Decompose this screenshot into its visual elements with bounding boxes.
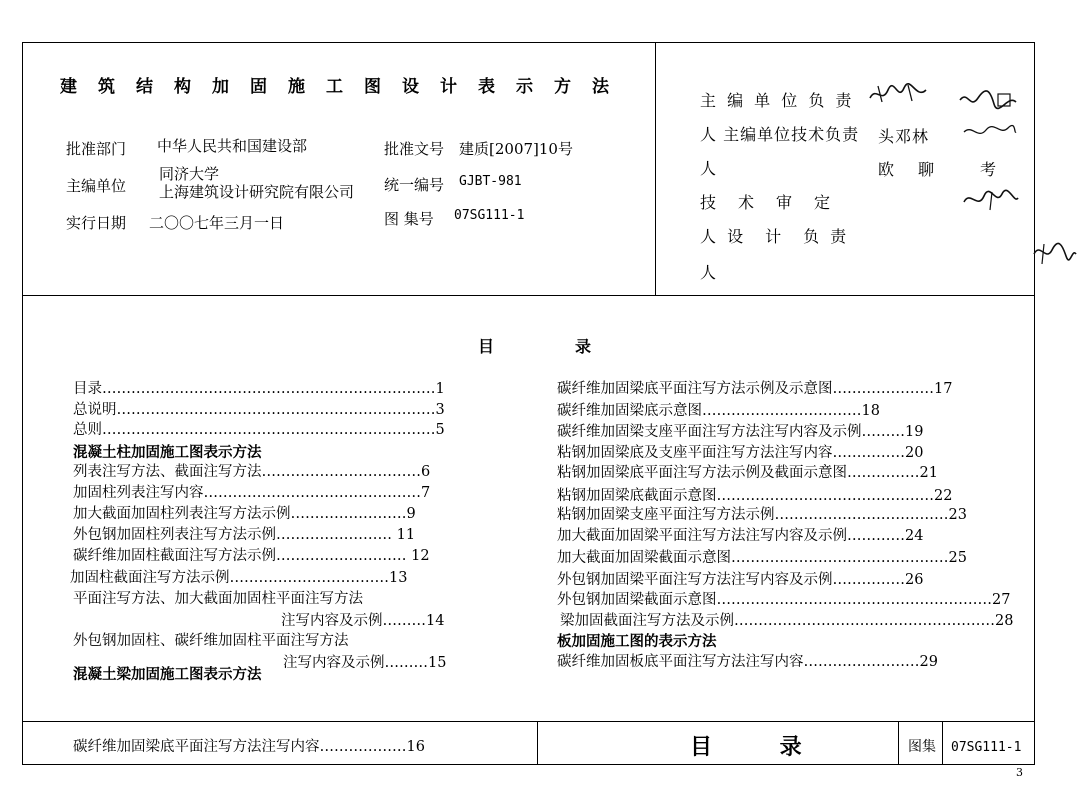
effective-date-value: 二〇〇七年三月一日 bbox=[149, 214, 285, 232]
toc-item: 加大截面加固梁截面示意图………………………………………25 bbox=[557, 550, 967, 566]
toc-item: 目录……………………………………………………………1 bbox=[73, 381, 445, 397]
header-vertical-divider bbox=[655, 42, 656, 295]
toc-item: 外包钢加固梁平面注写方法注写内容及示例……………26 bbox=[557, 572, 924, 588]
toc-item: 粘钢加固梁支座平面注写方法示例………………………………23 bbox=[557, 507, 967, 523]
toc-title-right: 录 bbox=[575, 337, 592, 356]
signature-3 bbox=[962, 122, 1018, 142]
toc-item: 加固柱列表注写内容………………………………………7 bbox=[73, 485, 431, 501]
toc-item: 碳纤维加固柱截面注写方法示例……………………… 12 bbox=[73, 548, 430, 564]
toc-item: 外包钢加固梁截面示意图…………………………………………………27 bbox=[557, 592, 1011, 608]
signature-4 bbox=[962, 188, 1020, 212]
resp-line1: 主 编 单 位 负 责 bbox=[700, 91, 855, 110]
resp-line4: 技 术 审 定 bbox=[700, 193, 834, 212]
toc-item: 注写内容及示例………14 bbox=[281, 613, 445, 629]
document-title: 建筑结构加固施工图设计表示方法 bbox=[60, 77, 630, 97]
toc-item: 碳纤维加固板底平面注写方法注写内容……………………29 bbox=[557, 654, 938, 670]
toc-item: 加大截面加固柱列表注写方法示例……………………9 bbox=[73, 506, 416, 522]
resp-line3: 人 bbox=[700, 159, 720, 178]
toc-item: 总则……………………………………………………………5 bbox=[73, 422, 445, 438]
signature-2 bbox=[958, 88, 1018, 112]
toc-item: 列表注写方法、截面注写方法……………………………6 bbox=[73, 464, 431, 480]
editor-unit-line1: 同济大学 bbox=[159, 165, 220, 183]
toc-item: 平面注写方法、加大截面加固柱平面注写方法 bbox=[73, 591, 363, 607]
toc-title-left: 目 bbox=[478, 337, 495, 356]
approve-dept-label: 批准部门 bbox=[66, 140, 127, 158]
title-block-title: 目 录 bbox=[690, 734, 832, 760]
toc-item: 板加固施工图的表示方法 bbox=[557, 633, 717, 650]
toc-item: 加大截面加固梁平面注写方法注写内容及示例…………24 bbox=[557, 528, 924, 544]
editor-unit-line2: 上海建筑设计研究院有限公司 bbox=[159, 183, 355, 201]
toc-item: 加固柱截面注写方法示例……………………………13 bbox=[70, 570, 408, 586]
resp-line6: 人 bbox=[700, 263, 720, 282]
signature-5 bbox=[1032, 240, 1078, 266]
toc-item: 梁加固截面注写方法及示例………………………………………………28 bbox=[560, 613, 1014, 629]
resp-name-1: 头邓林 bbox=[878, 127, 930, 146]
atlas-no-value: 07SG111-1 bbox=[454, 208, 525, 223]
page-number: 3 bbox=[1016, 766, 1023, 779]
toc-item: 碳纤维加固梁底示意图……………………………18 bbox=[557, 403, 880, 419]
title-block-atlas-label: 图集 bbox=[908, 739, 936, 755]
toc-item: 混凝土柱加固施工图表示方法 bbox=[73, 444, 262, 461]
resp-name-3: 考 bbox=[980, 160, 1000, 179]
toc-item: 外包钢加固柱、碳纤维加固柱平面注写方法 bbox=[73, 633, 349, 649]
editor-unit-label: 主编单位 bbox=[66, 177, 127, 195]
footer-divider-3 bbox=[942, 721, 943, 765]
title-block-atlas-value: 07SG111-1 bbox=[951, 740, 1022, 755]
toc-item: 注写内容及示例………15 bbox=[283, 655, 447, 671]
toc-item: 碳纤维加固梁支座平面注写方法注写内容及示例………19 bbox=[557, 424, 924, 440]
toc-item: 粘钢加固梁底及支座平面注写方法注写内容……………20 bbox=[557, 445, 924, 461]
toc-item: 外包钢加固柱列表注写方法示例…………………… 11 bbox=[73, 527, 416, 543]
signature-1 bbox=[868, 82, 930, 106]
unified-no-value: GJBT-981 bbox=[459, 174, 522, 189]
unified-no-label: 统一编号 bbox=[384, 176, 445, 194]
resp-line2: 人 主编单位技术负责 bbox=[700, 125, 860, 144]
approve-no-label: 批准文号 bbox=[384, 140, 445, 158]
footer-toc-item: 碳纤维加固梁底平面注写方法注写内容………………16 bbox=[73, 739, 425, 755]
toc-item: 粘钢加固梁底平面注写方法示例及截面示意图……………21 bbox=[557, 465, 938, 481]
approve-dept-value: 中华人民共和国建设部 bbox=[157, 137, 308, 155]
toc-item: 总说明…………………………………………………………3 bbox=[73, 402, 445, 418]
footer-divider bbox=[22, 721, 1035, 722]
toc-item: 粘钢加固梁底截面示意图………………………………………22 bbox=[557, 488, 953, 504]
atlas-no-label: 图 集号 bbox=[384, 210, 434, 228]
approve-no-value: 建质[2007]10号 bbox=[459, 140, 573, 158]
footer-divider-1 bbox=[537, 721, 538, 765]
resp-name-2: 欧 聊 bbox=[878, 160, 939, 179]
toc-item: 混凝土梁加固施工图表示方法 bbox=[73, 666, 262, 683]
resp-line5: 人 设 计 负 责 bbox=[700, 227, 850, 246]
footer-divider-2 bbox=[898, 721, 899, 765]
effective-date-label: 实行日期 bbox=[66, 214, 127, 232]
toc-item: 碳纤维加固梁底平面注写方法示例及示意图…………………17 bbox=[557, 381, 953, 397]
header-divider bbox=[22, 295, 1035, 296]
